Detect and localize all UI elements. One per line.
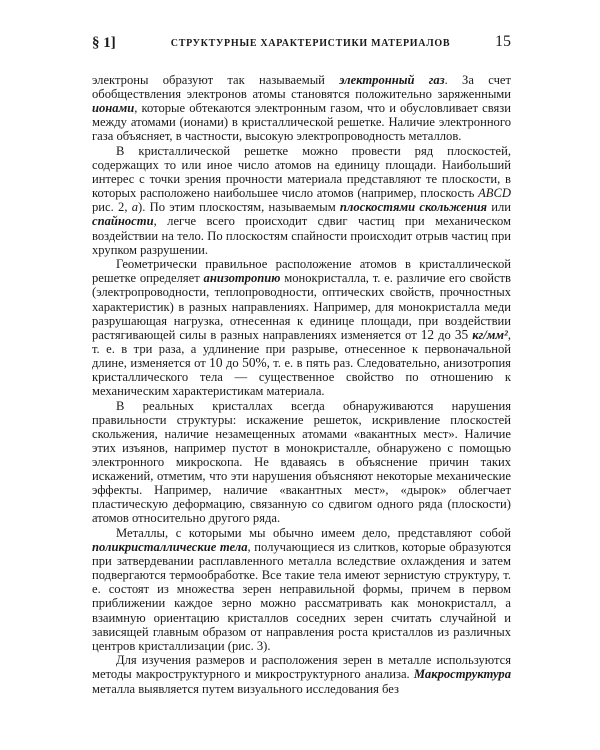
unit-kg-per-mm2: кг/мм² — [472, 327, 508, 342]
term-cleavage: спайности — [92, 214, 154, 229]
plane-label: ABCD — [478, 186, 511, 201]
value-elongation-min: 10 — [209, 354, 223, 370]
section-number: § 1] — [92, 35, 116, 51]
term-electron-gas: электронный газ — [339, 73, 445, 87]
term-ions: ионами — [92, 101, 135, 116]
term-slip-planes: плоскостями скольжения — [339, 200, 487, 215]
paragraph-polycrystals: Металлы, с которыми мы обычно имеем дело, представляют собой поликристаллические тела, получающиеся из слитков, которые образуются при затвердевании расплавленного металла вследствие охлаждения и затем подвергаются термообработке. Все такие тела имеют зернистую структуру, т. е. состоят из множества зерен неправильной формы, причем в первом приближении каждое зерно можно рассматривать как монокристалл, а взаимную ориентацию кристаллов соседних зерен считать случайной и зависящей главным образом от направления роста кристаллов из различных центров кристаллизации (рис. 3). — [92, 526, 511, 653]
value-load-max: 35 — [454, 326, 469, 342]
body-text — [92, 73, 511, 696]
paragraph-anisotropy: Геометрически правильное расположение атомов в кристаллической решетке определяет анизотропию монокристалла, т. е. различие его свойств (электропроводности, теплопроводности, оптических свойств, прочностных характеристик) в разных направлениях. Например, для монокристалла меди разрушающая нагрузка, отнесенная к единице площади, при воздействии растягивающей силы в разных направлениях изменяется от 12 до 35 кг/мм², т. е. в три раза, а удлинение при разрыве, отнесенное к первоначальной длине, изменяется от 10 до 50%, т. е. в пять раз. Следовательно, анизотропия кристаллического тела — существенное свойство по отношению к механическим характеристикам материала. — [92, 257, 512, 399]
paragraph-slip-planes: В кристаллической решетке можно провести ряд плоскостей, содержащих то или иное число атомов на единицу площади. Наибольший интерес с точки зрения прочности материала представляют те плоскости, в которых расположено наибольшее число атомов (например, плоскость ABCD рис. 2, а). По этим плоскостям, называемым плоскостями скольжения или спайности, легче всего происходит сдвиг частиц при механическом воздействии на тело. По плоскостям спайности происходит отрыв частиц при хрупком разрушении. — [92, 143, 511, 257]
paragraph-macrostructure: Для изучения размеров и расположения зерен в металле используются методы макроструктурного и микроструктурного анализа. Макроструктура металла выявляется путем визуального исследования без — [92, 653, 511, 696]
term-polycrystalline: поликристаллические тела — [92, 540, 248, 555]
term-anisotropy: анизотропию — [203, 271, 281, 286]
value-elongation-max: 50% — [242, 354, 267, 370]
value-load-min: 12 — [420, 326, 435, 342]
paragraph-defects: В реальных кристаллах всегда обнаруживаются нарушения правильности структуры: искажение решеток, искривление плоскостей скольжения, наличие незамещенных атомами «вакантных мест». Наличие этих изъянов, например пустот в монокристалле, обнаружено с помощью электронного микроскопа. Не вдаваясь в объяснение причин таких искажений, отметим, что эти нарушения объясняют некоторые механические эффекты. Например, наличие «вакантных мест», «дырок» облегчает пластическую деформацию, связанную со сдвигом одного ряда (плоскости) атомов относительно другого ряда. — [92, 398, 511, 526]
running-title: СТРУКТУРНЫЕ ХАРАКТЕРИСТИКИ МАТЕРИАЛОВ — [170, 38, 451, 49]
term-macrostructure: Макроструктура — [413, 667, 511, 682]
figure-ref-letter: а — [131, 200, 139, 215]
page-number: 15 — [495, 33, 511, 50]
paragraph-electron-gas: электроны образуют так называемый электронный газ. За счет обобществления электронов атомы становятся положительно заряженными ионами, которые обтекаются электронным газом, что и обусловливает связи между атомами (ионами) в кристаллической решетке. Наличие электронного газа объясняет, в частности, высокую электропроводность металлов. — [92, 73, 511, 144]
running-header — [92, 33, 511, 53]
